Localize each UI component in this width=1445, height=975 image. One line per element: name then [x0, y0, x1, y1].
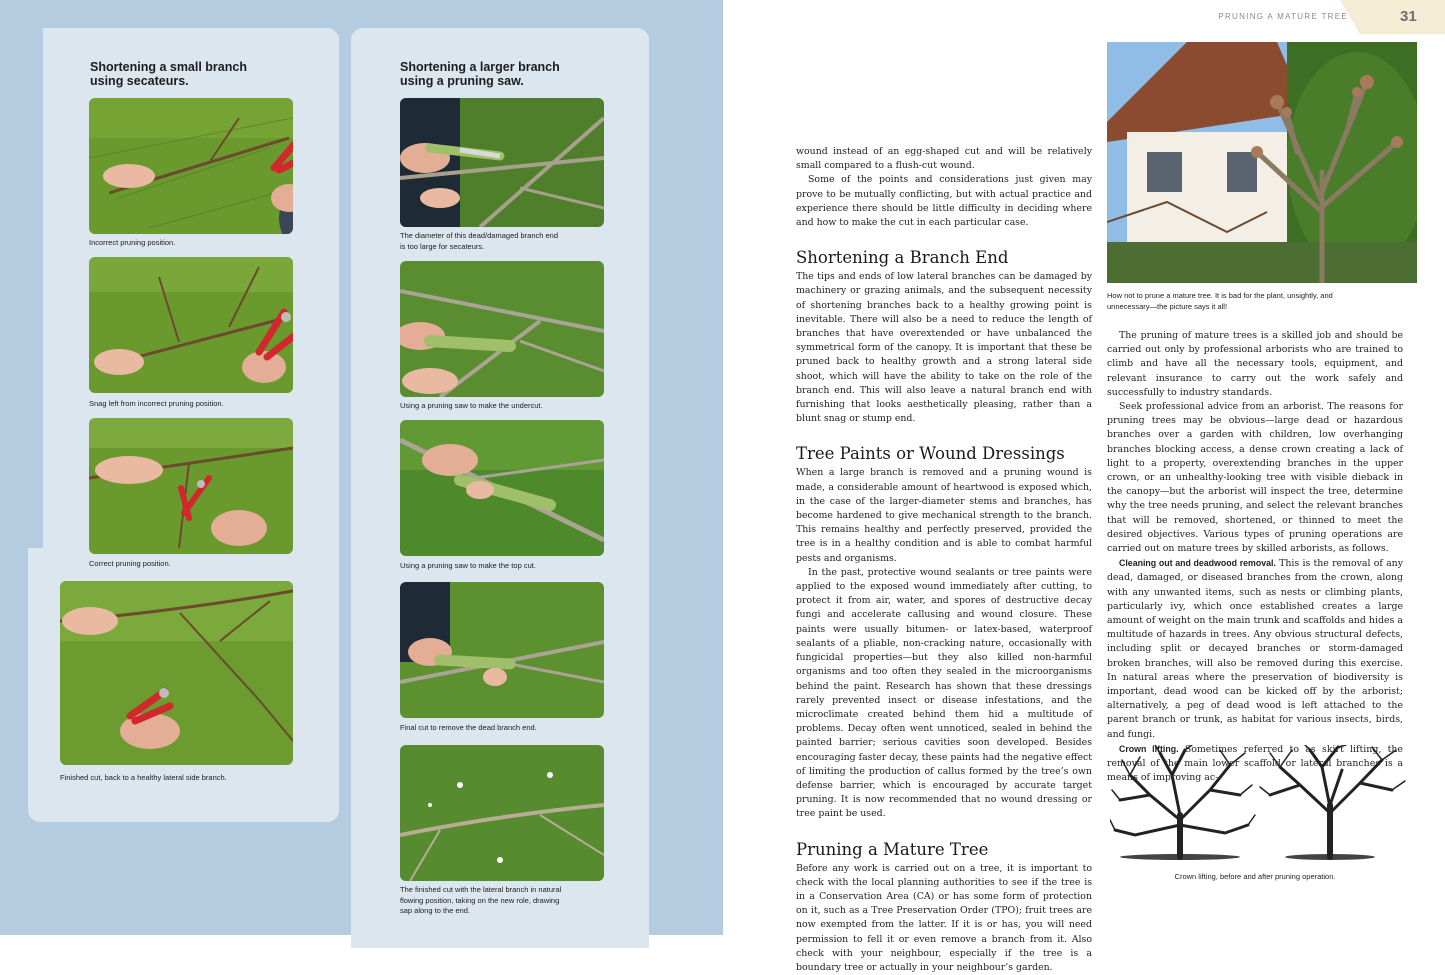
photo-snag-left — [89, 257, 293, 393]
caption: Final cut to remove the dead branch end. — [400, 723, 537, 732]
photo-incorrect-position — [89, 98, 293, 234]
paragraph: Seek professional advice from an arborist. The reasons for pruning trees may be obvious—large dead or hazardous branches over a garden with children, low overhanging branches blocking access, a dense crown creating a lack of light to a property, overextending branches in the upper crown, or an unhealthy-looking tree with visible dieback in the canopy—but the arborist will inspect the tree, determine why the tree needs pruning, and select the relevant branches that will be removed, shortened, or thinned to meet the desired objectives. Various types of pruning operations are carried out on mature trees by skilled arborists, as follows. — [1107, 401, 1403, 555]
paragraph: The tips and ends of low lateral branches can be damaged by machinery or grazing animals, and the subsequent necessity of shortening branches back to a healthy growing point is inevitable. There will also be a need to reduce the length of branches that have overextended or have unbalanced the symmetrical form of the canopy. It is important that these be pruned back to healthy growth and a strong lateral side shoot, which will have the ability to take on the role of the branch end. This will also leave a natural branch end with furnishing that looks aesthetically pleasing, rather than a blunt snag or stump end. — [796, 271, 1092, 425]
panel2-title: Shortening a larger branch using a pruning saw. — [400, 60, 560, 88]
photo-dead-branch-end — [400, 98, 604, 227]
section-heading: Tree Paints or Wound Dressings — [796, 444, 1065, 464]
caption: Finished cut, back to a healthy lateral side branch. — [60, 773, 227, 782]
caption: Snag left from incorrect pruning position. — [89, 399, 224, 408]
caption: Incorrect pruning position. — [89, 238, 176, 247]
text-column-1 — [796, 145, 1092, 975]
paragraph: Cleaning out and deadwood removal. This is the removal of any dead, damaged, or diseased branches from the crown, along with any unwanted items, such as nests or climbing plants, particularly ivy, which once established creates a large amount of weight on the main trunk and scaffolds and hides a multitude of hazards in trees. Any obvious structural defects, including split or decayed branches or storm-damaged broken branches, will also be removed during this exercise. In natural areas where the preservation of biodiversity is important, dead wood can be kicked off by the arborist; alternatively, a peg of dead wood is left attached to the parent branch or trunk, as habitat for various insects, birds, and fungi. — [1107, 558, 1403, 740]
photo-final-cut — [400, 582, 604, 718]
caption: The diameter of this dead/damaged branch end is too large for secateurs. — [400, 231, 559, 251]
paragraph: The pruning of mature trees is a skilled job and should be carried out only by professional arborists who are trained to climb and have all the necessary tools, equipment, and relevant insurance to carry out the work safely and successfully to industry standards. — [1107, 330, 1403, 398]
paragraph: In the past, protective wound sealants or tree paints were applied to the exposed wound immediately after cutting, to protect it from air, water, and spores of destructive decay fungi and accelerate callusing and wound closure. These paints were usually bitumen- or latex-based, waterproof sealants of a pliable, non-cracking nature, occasionally with fungicidal properties—but they also killed non-harmful organisms and too often they sealed in the microorganisms behind the paint. Research has shown that these dressings rarely prevented insect or disease infestations, and the microclimate created behind them hid a multitude of problems. Decay often went unnoticed, sealed in behind the painted barrier; serious cavities soon developed. Besides encouraging faster decay, these paints had the negative effect of limiting the production of callus formed by the tree’s own defense barrier, which is encouraged by accurate target pruning. It is now recommended that no wound dressing or tree paint be used. — [796, 566, 1093, 820]
diagram-caption: Crown lifting, before and after pruning operation. — [1174, 872, 1336, 881]
tree-after-icon — [1260, 745, 1405, 860]
page-number: 31 — [1400, 8, 1417, 25]
photo-undercut — [400, 261, 604, 397]
paragraph: Some of the points and considerations just given may prove to be mutually conflicting, but with actual practice and experience there should be little difficulty in deciding where and how to make the cut in each particular case. — [796, 174, 1092, 229]
photo-finished-cut — [60, 581, 293, 765]
panel1-title: Shortening a small branch using secateurs. — [90, 60, 247, 88]
paragraph: When a large branch is removed and a pruning wound is made, a considerable amount of heartwood is exposed which, in the case of the larger-diameter stems and branches, has become hardened to give mechanical strength to the branch. This remains healthy and perfectly preserved, provided the tree is in a healthy condition and is able to combat harmful pests and organisms. — [796, 467, 1092, 564]
photo-finished-lateral — [400, 745, 604, 881]
paragraph: Crown lifting. Sometimes referred to as skirt lifting, the removal of the main lower scaffold or lateral branches is a means of improving ac- — [1107, 743, 1403, 784]
crown-lifting-diagram — [1110, 745, 1410, 860]
photo-caption: How not to prune a mature tree. It is bad for the plant, unsightly, and unnecessary—the picture says it all! — [1107, 291, 1333, 311]
section-heading: Shortening a Branch End — [796, 248, 1009, 268]
running-head: PRUNING A MATURE TREE — [1218, 12, 1348, 21]
run-in-heading: Cleaning out and deadwood removal. — [1119, 558, 1276, 569]
panel-notch-cutout — [28, 28, 43, 548]
section-heading: Pruning a Mature Tree — [796, 839, 989, 859]
text-column-2 — [1107, 329, 1403, 786]
paragraph: wound instead of an egg-shaped cut and will be relatively small compared to a flush-cut wound. — [796, 146, 1092, 172]
photo-correct-position — [89, 418, 293, 554]
caption: The finished cut with the lateral branch in natural flowing position, taking on the new role, drawing sap along to the end. — [400, 885, 562, 915]
caption: Using a pruning saw to make the undercut. — [400, 401, 543, 410]
paragraph: Before any work is carried out on a tree, it is important to check with the local planning authorities to see if the tree is in a Conservation Area (CA) or has some form of protection on it, such as a Tree Preservation Order (TPO); fruit trees are now exempted from the latter. If it is or has, you will need permission to fell it or even remove a branch from it. Also check with your neighbour, especially if the tree is a boundary tree or actually in your neighbour’s garden. — [796, 862, 1092, 973]
tree-before-icon — [1110, 745, 1255, 860]
run-in-heading: Crown lifting. — [1119, 743, 1179, 754]
caption: Using a pruning saw to make the top cut. — [400, 561, 536, 570]
caption: Correct pruning position. — [89, 559, 171, 568]
photo-top-cut — [400, 420, 604, 556]
photo-badly-pruned-tree — [1107, 42, 1417, 283]
